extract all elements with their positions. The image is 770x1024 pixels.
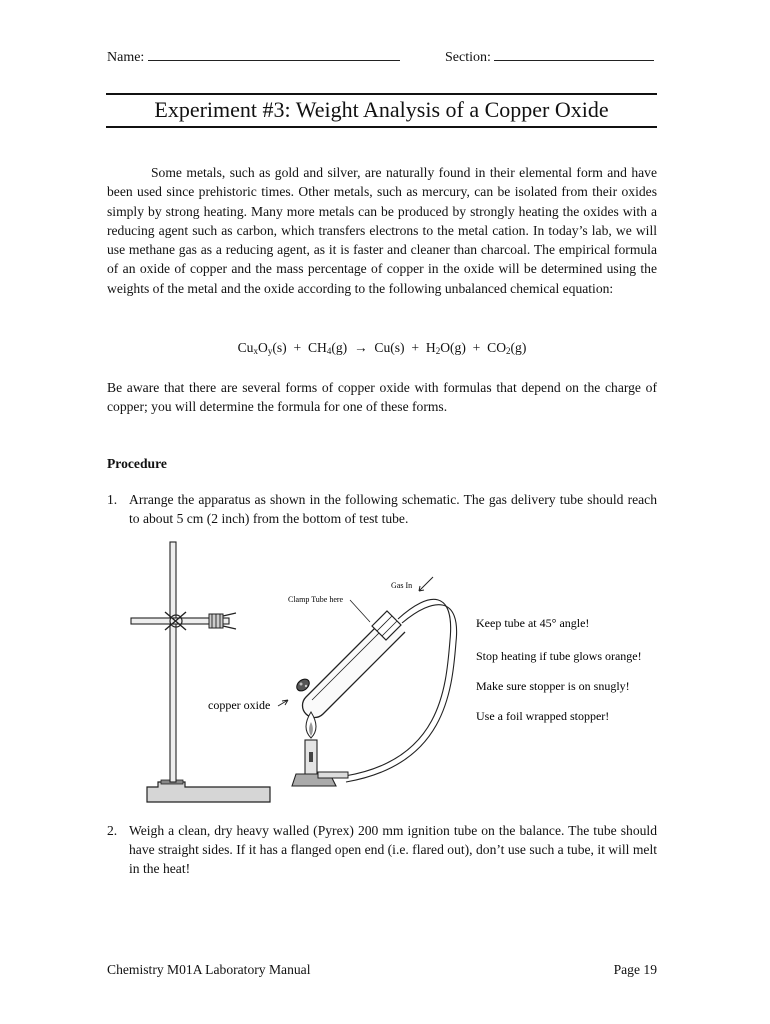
step-text: Weigh a clean, dry heavy walled (Pyrex) 200 mm ignition tube on the balance. The tube should have straight sides. If it has a flanged open end (i.e. flared out), don’t use such a tube, it will melt in the heat! bbox=[129, 823, 657, 876]
procedure-step-1 bbox=[107, 490, 657, 528]
step-text: Arrange the apparatus as shown in the following schematic. The gas delivery tube should reach to about 5 cm (2 inch) from the bottom of test tube. bbox=[129, 492, 657, 526]
footer-manual-title: Chemistry M01A Laboratory Manual bbox=[107, 962, 311, 977]
intro-text: Some metals, such as gold and silver, are naturally found in their elemental form and have been used since prehistoric times. Other metals, such as mercury, can be isolated from their oxides simply by strong heating. Many more metals can be produced by strongly heating the oxides with a reducing agent such as carbon, which transfers electrons to the metal cation. In today’s lab, we will use methane gas as a reducing agent, as it is faster and cleaner than charcoal. The empirical formula of an oxide of copper and the mass percentage of copper in the oxide will be determined using the weights of the metal and the oxide according to the following unbalanced chemical equation: bbox=[107, 165, 657, 296]
name-label: Name: bbox=[107, 50, 145, 65]
gas-in-label: Gas In bbox=[391, 581, 413, 590]
copper-oxide-arrow bbox=[278, 700, 288, 706]
step-number: 1. bbox=[107, 492, 118, 507]
footer-page-number: Page 19 bbox=[613, 962, 657, 977]
clamp-pointer-line bbox=[350, 600, 370, 622]
clamp bbox=[131, 612, 236, 630]
name-blank-line bbox=[148, 47, 400, 61]
section-field-row bbox=[445, 47, 654, 66]
name-field-row bbox=[107, 47, 400, 66]
apparatus-diagram bbox=[0, 530, 770, 815]
intro-paragraph bbox=[107, 163, 657, 298]
page-title: Experiment #3: Weight Analysis of a Copper Oxide bbox=[154, 97, 609, 122]
section-blank-line bbox=[494, 47, 654, 61]
diagram-note-1: Keep tube at 45° angle! bbox=[476, 616, 590, 630]
copper-oxide-label: copper oxide bbox=[208, 698, 271, 712]
note-paragraph: Be aware that there are several forms of copper oxide with formulas that depend on the charge of copper; you will determine the formula for one of these forms. bbox=[107, 380, 657, 415]
gas-in-arrow bbox=[419, 577, 433, 591]
diagram-note-3: Make sure stopper is on snugly! bbox=[476, 679, 630, 693]
bunsen-burner bbox=[292, 712, 348, 786]
diagram-note-2: Stop heating if tube glows orange! bbox=[476, 649, 642, 663]
ring-stand bbox=[147, 542, 270, 802]
gas-hose bbox=[345, 599, 457, 782]
chemical-equation: $Cu_xO_y(s) + CH_4(g) \to Cu(s) + H_2O(g) + CO_2(g)$ bbox=[237, 340, 527, 356]
title-block bbox=[106, 93, 657, 128]
step-number: 2. bbox=[107, 823, 118, 838]
clamp-label: Clamp Tube here bbox=[288, 595, 344, 604]
section-label: Section: bbox=[445, 50, 491, 65]
diagram-note-4: Use a foil wrapped stopper! bbox=[476, 709, 610, 723]
test-tube bbox=[294, 611, 405, 718]
procedure-step-2 bbox=[107, 821, 657, 878]
procedure-heading: Procedure bbox=[107, 456, 167, 471]
